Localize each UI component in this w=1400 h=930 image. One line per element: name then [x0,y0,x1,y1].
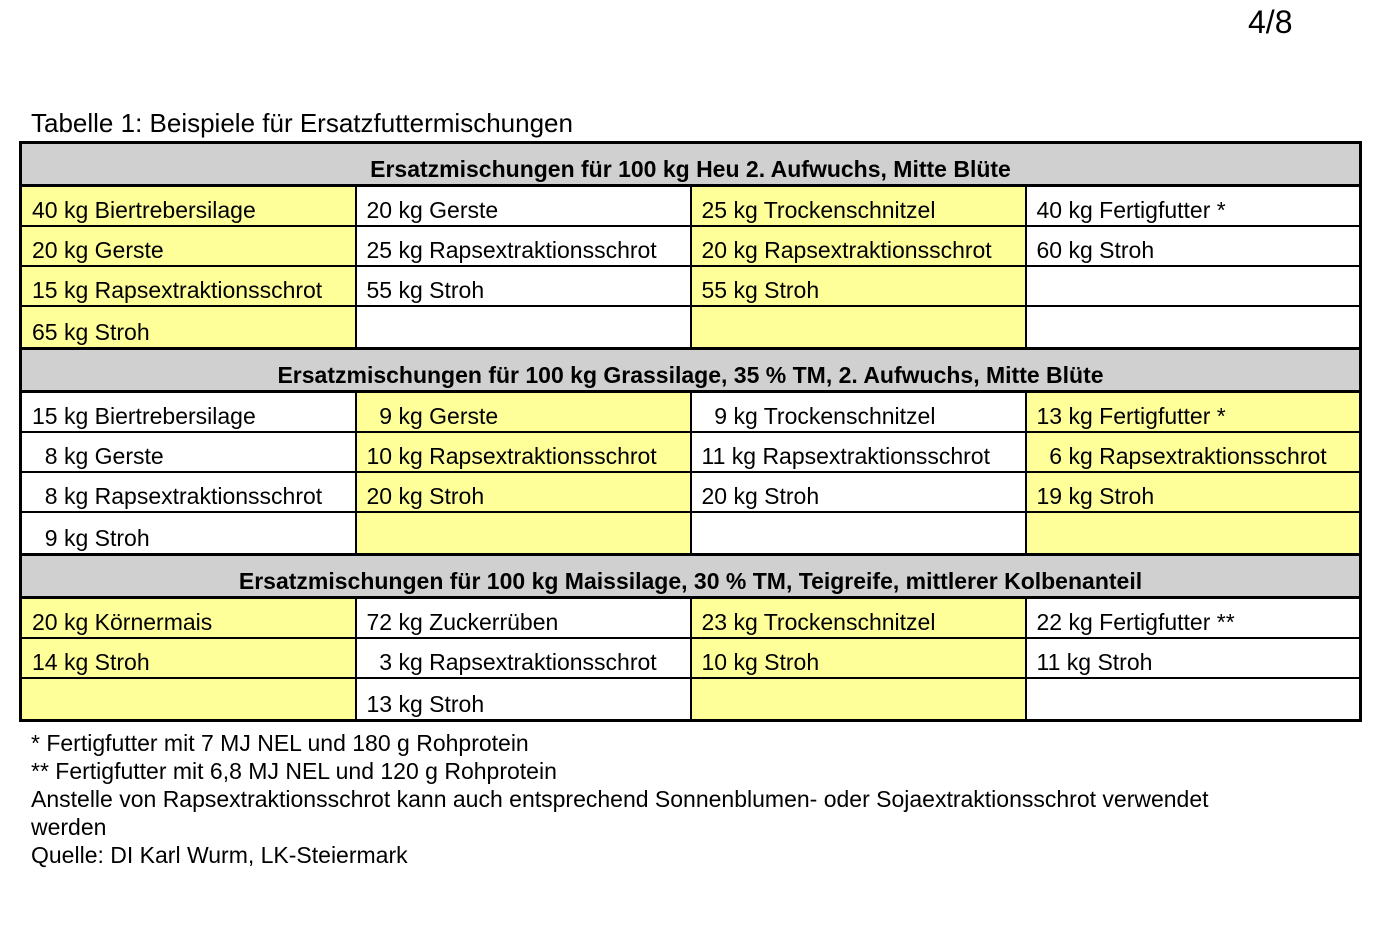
table-row [21,598,1361,639]
table-cell: 25 kg Trockenschnitzel [691,186,1026,227]
table-cell: 55 kg Stroh [691,266,1026,306]
table-cell: 13 kg Stroh [356,678,691,721]
table-cell: 9 kg Stroh [21,512,356,555]
table-row [21,392,1361,433]
table-cell [356,512,691,555]
table-cell [691,678,1026,721]
table-cell: 25 kg Rapsextraktionsschrot [356,226,691,266]
table-cell: 20 kg Rapsextraktionsschrot [691,226,1026,266]
footnotes [31,729,1209,869]
table-cell: 13 kg Fertigfutter * [1026,392,1361,433]
table-cell [1026,306,1361,349]
table-cell: 20 kg Stroh [356,472,691,512]
table-cell: 8 kg Rapsextraktionsschrot [21,472,356,512]
table-cell [1026,266,1361,306]
table-cell: 14 kg Stroh [21,638,356,678]
table-cell: 22 kg Fertigfutter ** [1026,598,1361,639]
table-row [21,512,1361,555]
section-header-row [21,349,1361,392]
section-header-row [21,143,1361,186]
section-title: Ersatzmischungen für 100 kg Maissilage, 30 % TM, Teigreife, mittlerer Kolbenanteil [21,555,1361,598]
page-number: 4/8 [1248,4,1293,40]
table-cell [1026,512,1361,555]
table-cell: 72 kg Zuckerrüben [356,598,691,639]
table-cell: 19 kg Stroh [1026,472,1361,512]
table-cell [691,306,1026,349]
table-row [21,306,1361,349]
table-cell: 9 kg Gerste [356,392,691,433]
table-row [21,472,1361,512]
table-body [21,143,1361,721]
table-cell: 40 kg Fertigfutter * [1026,186,1361,227]
table-cell [1026,678,1361,721]
table-cell: 8 kg Gerste [21,432,356,472]
table-cell: 10 kg Rapsextraktionsschrot [356,432,691,472]
table-cell [356,306,691,349]
table-cell: 10 kg Stroh [691,638,1026,678]
table-caption: Tabelle 1: Beispiele für Ersatzfuttermischungen [31,108,573,138]
table-cell: 9 kg Trockenschnitzel [691,392,1026,433]
table-cell: 40 kg Biertrebersilage [21,186,356,227]
table-row [21,266,1361,306]
table-row [21,638,1361,678]
table-cell [691,512,1026,555]
table-cell: 15 kg Biertrebersilage [21,392,356,433]
table-row [21,226,1361,266]
table-cell: 20 kg Stroh [691,472,1026,512]
table-cell: 60 kg Stroh [1026,226,1361,266]
footnote-3: Anstelle von Rapsextraktionsschrot kann auch entsprechend Sonnenblumen- oder Sojaextraktionsschrot verwendet [31,786,1209,812]
section-title: Ersatzmischungen für 100 kg Heu 2. Aufwuchs, Mitte Blüte [21,143,1361,186]
table-cell: 20 kg Körnermais [21,598,356,639]
footnote-2: ** Fertigfutter mit 6,8 MJ NEL und 120 g Rohprotein [31,758,557,784]
table-cell: 65 kg Stroh [21,306,356,349]
table-row [21,432,1361,472]
table-cell: 55 kg Stroh [356,266,691,306]
table-cell: 11 kg Stroh [1026,638,1361,678]
section-header-row [21,555,1361,598]
section-title: Ersatzmischungen für 100 kg Grassilage, 35 % TM, 2. Aufwuchs, Mitte Blüte [21,349,1361,392]
table-cell [21,678,356,721]
table-cell: 15 kg Rapsextraktionsschrot [21,266,356,306]
table-cell: 20 kg Gerste [356,186,691,227]
table-row [21,186,1361,227]
substitute-feed-table [19,141,1362,722]
table-cell: 20 kg Gerste [21,226,356,266]
table-row [21,678,1361,721]
table-cell: 11 kg Rapsextraktionsschrot [691,432,1026,472]
source-line: Quelle: DI Karl Wurm, LK-Steiermark [31,842,408,868]
footnote-1: * Fertigfutter mit 7 MJ NEL und 180 g Rohprotein [31,730,529,756]
table-cell: 23 kg Trockenschnitzel [691,598,1026,639]
table-cell: 3 kg Rapsextraktionsschrot [356,638,691,678]
table-cell: 6 kg Rapsextraktionsschrot [1026,432,1361,472]
footnote-3-continuation: werden [31,814,107,840]
